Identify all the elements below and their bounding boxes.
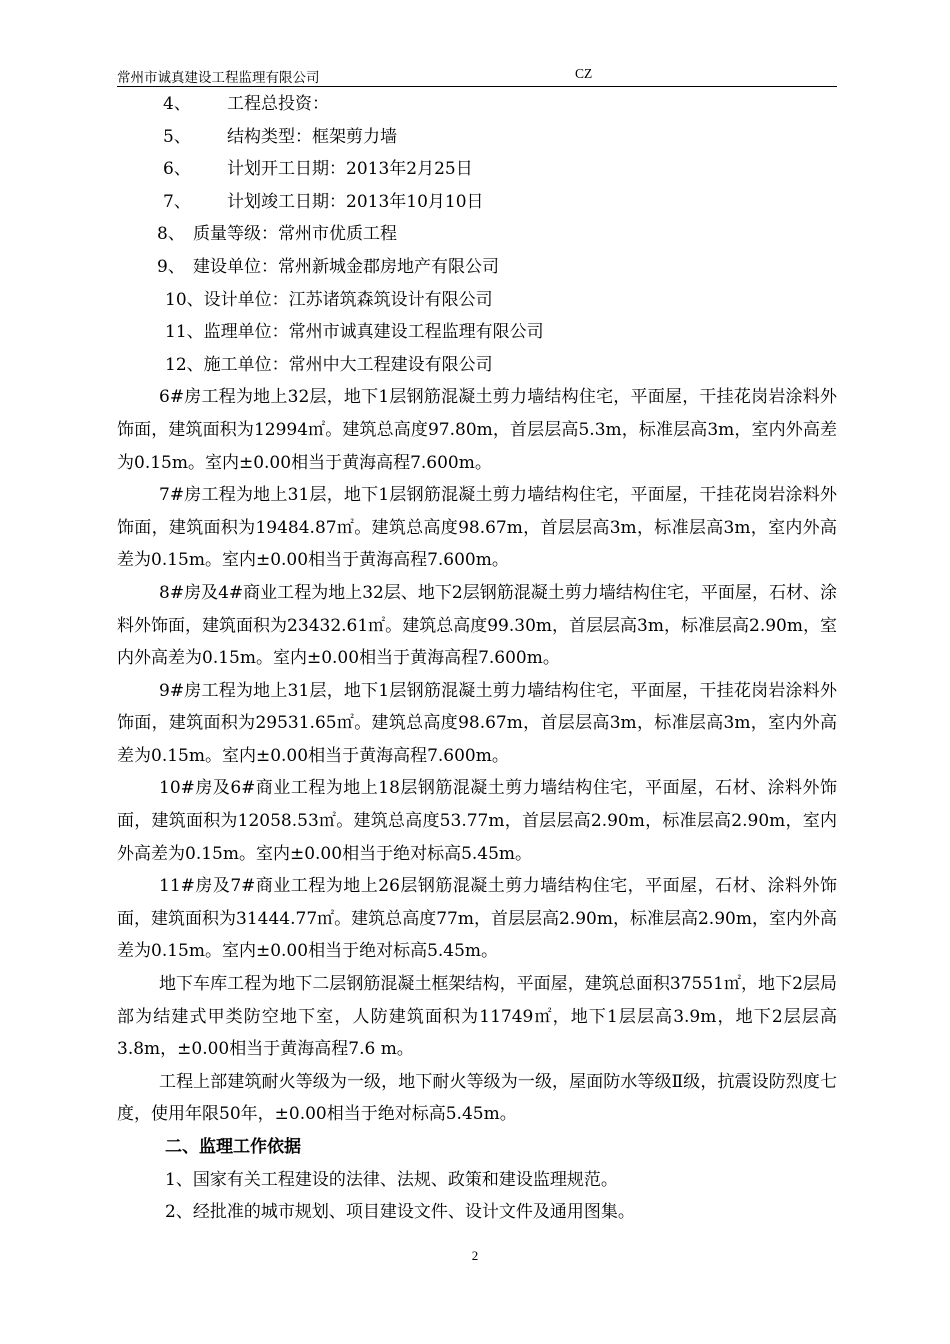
item-number: 10、 xyxy=(165,289,204,310)
document-body xyxy=(117,88,837,1229)
item-text: 建设单位：常州新城金郡房地产有限公司 xyxy=(193,256,499,277)
header-company-name: 常州市诚真建设工程监理有限公司 xyxy=(117,70,320,85)
building-description-paragraph: 10#房及6#商业工程为地上18层钢筋混凝土剪力墙结构住宅，平面屋，石材、涂料外饰面，建筑面积为12058.53㎡。建筑总高度53.77m，首层层高2.90m，标准层高2.90m，室内外高差为0.15m。室内±0.00相当于绝对标高5.45m。 xyxy=(117,778,837,864)
item-number: 5、 xyxy=(163,126,191,147)
project-info-item xyxy=(117,316,837,349)
garage-description-paragraph: 地下车库工程为地下二层钢筋混凝土框架结构，平面屋，建筑总面积37551㎡，地下2层局部为结建式甲类防空地下室，人防建筑面积为11749㎡，地下1层层高3.9m，地下2层层高3.8m，±0.00相当于黄海高程7.6 m。 xyxy=(117,974,837,1060)
basis-list-item: 1、国家有关工程建设的法律、法规、政策和建设监理规范。 xyxy=(165,1169,618,1190)
item-text: 监理单位：常州市诚真建设工程监理有限公司 xyxy=(203,322,544,343)
header-code: CZ xyxy=(575,66,593,81)
building-description-paragraph: 8#房及4#商业工程为地上32层、地下2层钢筋混凝土剪力墙结构住宅，平面屋，石材、涂料外饰面，建筑面积为23432.61㎡。建筑总高度99.30m，首层层高3m，标准层高2.90m，室内外高差为0.15m。室内±0.00相当于黄海高程7.600m。 xyxy=(117,582,837,669)
building-description-paragraph: 6#房工程为地上32层，地下1层钢筋混凝土剪力墙结构住宅，平面屋，干挂花岗岩涂料外饰面，建筑面积为12994㎡。建筑总高度97.80m，首层层高5.3m，标准层高3m，室内外高差为0.15m。室内±0.00相当于黄海高程7.600m。 xyxy=(117,387,837,473)
item-number: 4、 xyxy=(163,94,191,114)
item-number: 7、 xyxy=(163,191,191,212)
item-text: 结构类型：框架剪力墙 xyxy=(227,126,397,147)
project-info-item xyxy=(117,121,837,154)
page-header xyxy=(117,64,837,87)
project-info-item xyxy=(117,88,837,121)
item-text: 施工单位：常州中大工程建设有限公司 xyxy=(203,354,493,375)
project-info-item xyxy=(117,218,837,251)
project-info-item xyxy=(117,153,837,186)
item-text: 设计单位：江苏诸筑森筑设计有限公司 xyxy=(203,289,493,310)
item-text: 计划竣工日期：2013年10月10日 xyxy=(227,191,484,212)
item-number: 8、 xyxy=(157,224,185,245)
basis-list-item: 2、经批准的城市规划、项目建设文件、设计文件及通用图集。 xyxy=(165,1202,635,1223)
building-description-paragraph: 11#房及7#商业工程为地上26层钢筋混凝土剪力墙结构住宅，平面屋，石材、涂料外饰面，建筑面积为31444.77㎡。建筑总高度77m，首层层高2.90m，标准层高2.90m，室内外高差为0.15m。室内±0.00相当于绝对标高5.45m。 xyxy=(117,876,837,962)
section-heading: 二、监理工作依据 xyxy=(165,1137,301,1157)
item-text: 工程总投资： xyxy=(227,94,329,114)
item-text: 质量等级：常州市优质工程 xyxy=(193,224,397,245)
item-number: 11、 xyxy=(165,322,204,343)
project-info-item xyxy=(117,251,837,284)
page-number: 2 xyxy=(471,1248,479,1263)
project-info-item xyxy=(117,284,837,317)
item-number: 12、 xyxy=(165,354,204,375)
item-text: 计划开工日期：2013年2月25日 xyxy=(227,159,473,180)
item-number: 9、 xyxy=(157,256,185,277)
building-description-paragraph: 9#房工程为地上31层，地下1层钢筋混凝土剪力墙结构住宅，平面屋，干挂花岗岩涂料外饰面，建筑面积为29531.65㎡。建筑总高度98.67m，首层层高3m，标准层高3m，室内外高差为0.15m。室内±0.00相当于黄海高程7.600m。 xyxy=(117,680,837,766)
item-number: 6、 xyxy=(163,159,191,180)
fire-rating-paragraph: 工程上部建筑耐火等级为一级，地下耐火等级为一级，屋面防水等级Ⅱ级，抗震设防烈度七度，使用年限50年，±0.00相当于绝对标高5.45m。 xyxy=(117,1071,837,1125)
project-info-item xyxy=(117,349,837,382)
project-info-item xyxy=(117,186,837,219)
building-description-paragraph: 7#房工程为地上31层，地下1层钢筋混凝土剪力墙结构住宅，平面屋，干挂花岗岩涂料外饰面，建筑面积为19484.87㎡。建筑总高度98.67m，首层层高3m，标准层高3m，室内外高差为0.15m。室内±0.00相当于黄海高程7.600m。 xyxy=(117,485,837,571)
